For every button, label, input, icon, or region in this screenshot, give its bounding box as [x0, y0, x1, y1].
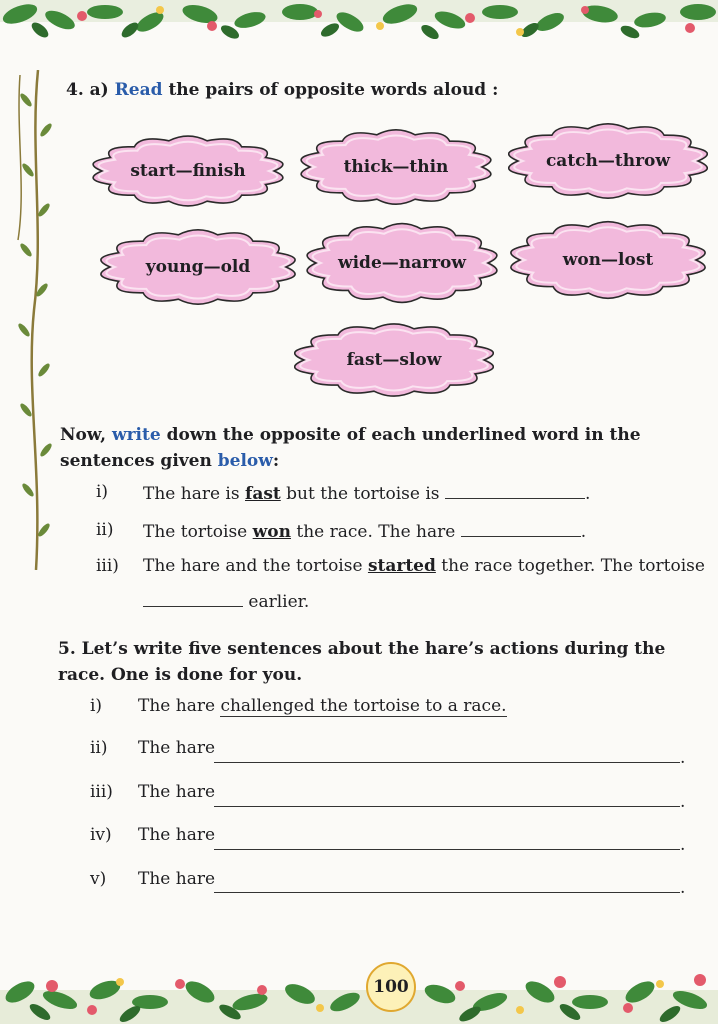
sentence-2-before: The tortoise — [143, 522, 248, 542]
cloud-pair-label — [510, 216, 706, 304]
sentence-1-blank[interactable] — [445, 482, 585, 499]
cloud-pair-2 — [300, 124, 492, 210]
sentence-3-before: The hare and the tortoise — [143, 556, 363, 576]
q5-item-4-period: . — [680, 835, 686, 855]
pair-dash: — — [203, 257, 221, 277]
pair-word-a: fast — [346, 350, 383, 370]
question-4-heading — [66, 80, 498, 100]
cloud-pair-label — [300, 124, 492, 210]
q5-item-5-answer-line[interactable] — [214, 892, 680, 893]
cloud-pair-label — [508, 118, 708, 204]
sentence-3-continuation — [143, 590, 309, 612]
sentence-3-cont: earlier. — [248, 592, 310, 612]
sentence-1 — [143, 482, 590, 504]
pair-dash: — — [392, 157, 410, 177]
pair-word-a: wide — [337, 253, 382, 273]
pair-dash: — — [601, 250, 619, 270]
q5-item-3-period: . — [680, 792, 686, 812]
pair-word-a: young — [145, 257, 204, 277]
cloud-pair-7 — [294, 318, 494, 402]
q5-item-5-number: v) — [90, 869, 107, 889]
page-number: 100 — [373, 977, 409, 997]
sentence-1-number: i) — [96, 482, 109, 502]
cloud-pair-label — [294, 318, 494, 402]
pair-dash: — — [381, 253, 399, 273]
cloud-pair-label — [306, 218, 498, 308]
instruction-part1: Now, — [60, 425, 107, 445]
pair-word-b: slow — [399, 350, 442, 370]
q4-verb: Read — [114, 80, 163, 100]
q5-item-1-start: The hare — [138, 696, 216, 716]
sentence-2-blank[interactable] — [461, 520, 581, 537]
sentence-3-number: iii) — [96, 556, 119, 576]
sentence-1-before: The hare is — [143, 484, 240, 504]
sentence-2-after: the race. The hare — [296, 522, 456, 542]
q5-item-4-answer-line[interactable] — [214, 849, 680, 850]
pair-word-b: narrow — [398, 253, 467, 273]
pair-word-b: throw — [614, 151, 671, 171]
q5-item-5-start: The hare — [138, 869, 216, 889]
q5-item-5-period: . — [680, 878, 686, 898]
sentence-3 — [143, 556, 705, 576]
sentence-3-blank[interactable] — [143, 590, 243, 607]
cloud-pair-5 — [306, 218, 498, 308]
pair-dash: — — [597, 151, 615, 171]
q5-item-2-period: . — [680, 748, 686, 768]
instruction-verb: write — [111, 425, 161, 445]
question-5-heading: 5. Let’s write five sentences about the hare’s actions during the race. One is done for you. — [58, 639, 666, 685]
pair-word-b: finish — [192, 161, 246, 181]
instruction-colon: : — [272, 451, 280, 471]
sentence-2 — [143, 520, 586, 542]
pair-word-a: thick — [343, 157, 393, 177]
pair-word-a: won — [562, 250, 602, 270]
q5-item-2-number: ii) — [90, 738, 108, 758]
instruction-text — [60, 422, 700, 474]
cloud-pair-3 — [508, 118, 708, 204]
q5-item-2-answer-line[interactable] — [214, 762, 680, 763]
instruction-below: below — [217, 451, 273, 471]
q5-item-1-number: i) — [90, 696, 103, 716]
sentence-1-underlined-word: fast — [245, 484, 281, 504]
pair-dash: — — [175, 161, 193, 181]
sentence-2-underlined-word: won — [252, 522, 291, 542]
sentence-3-after: the race together. The tortoise — [441, 556, 705, 576]
top-foliage-border — [0, 0, 718, 52]
q4-text: the pairs of opposite words aloud : — [168, 80, 499, 100]
pair-word-b: lost — [618, 250, 654, 270]
q5-item-1-filled-answer: challenged the tortoise to a race. — [220, 696, 507, 716]
pair-word-a: catch — [545, 151, 598, 171]
sentence-2-number: ii) — [96, 520, 114, 540]
cloud-pair-1 — [92, 130, 284, 212]
cloud-pair-6 — [510, 216, 706, 304]
cloud-pair-4 — [100, 224, 296, 310]
q5-item-3-number: iii) — [90, 782, 113, 802]
q4-number: 4. a) — [66, 80, 109, 100]
pair-dash: — — [382, 350, 400, 370]
q5-item-2-start: The hare — [138, 738, 216, 758]
pair-word-a: start — [130, 161, 176, 181]
q5-item-3-answer-line[interactable] — [214, 806, 680, 807]
sentence-3-underlined-word: started — [367, 556, 436, 576]
q5-item-4-number: iv) — [90, 825, 112, 845]
cloud-pair-label — [100, 224, 296, 310]
q5-item-1 — [138, 696, 507, 716]
q5-item-4-start: The hare — [138, 825, 216, 845]
sentence-2-end: . — [580, 522, 587, 542]
bottom-foliage-border — [0, 950, 718, 1024]
instruction-part2: down the opposite of each underlined word in the sentences given — [60, 425, 641, 471]
sentence-1-after: but the tortoise is — [286, 484, 440, 504]
sentence-1-end: . — [584, 484, 591, 504]
left-vine-decoration — [0, 70, 70, 570]
q5-item-3-start: The hare — [138, 782, 216, 802]
cloud-pair-label — [92, 130, 284, 212]
pair-word-b: old — [220, 257, 251, 277]
pair-word-b: thin — [409, 157, 449, 177]
